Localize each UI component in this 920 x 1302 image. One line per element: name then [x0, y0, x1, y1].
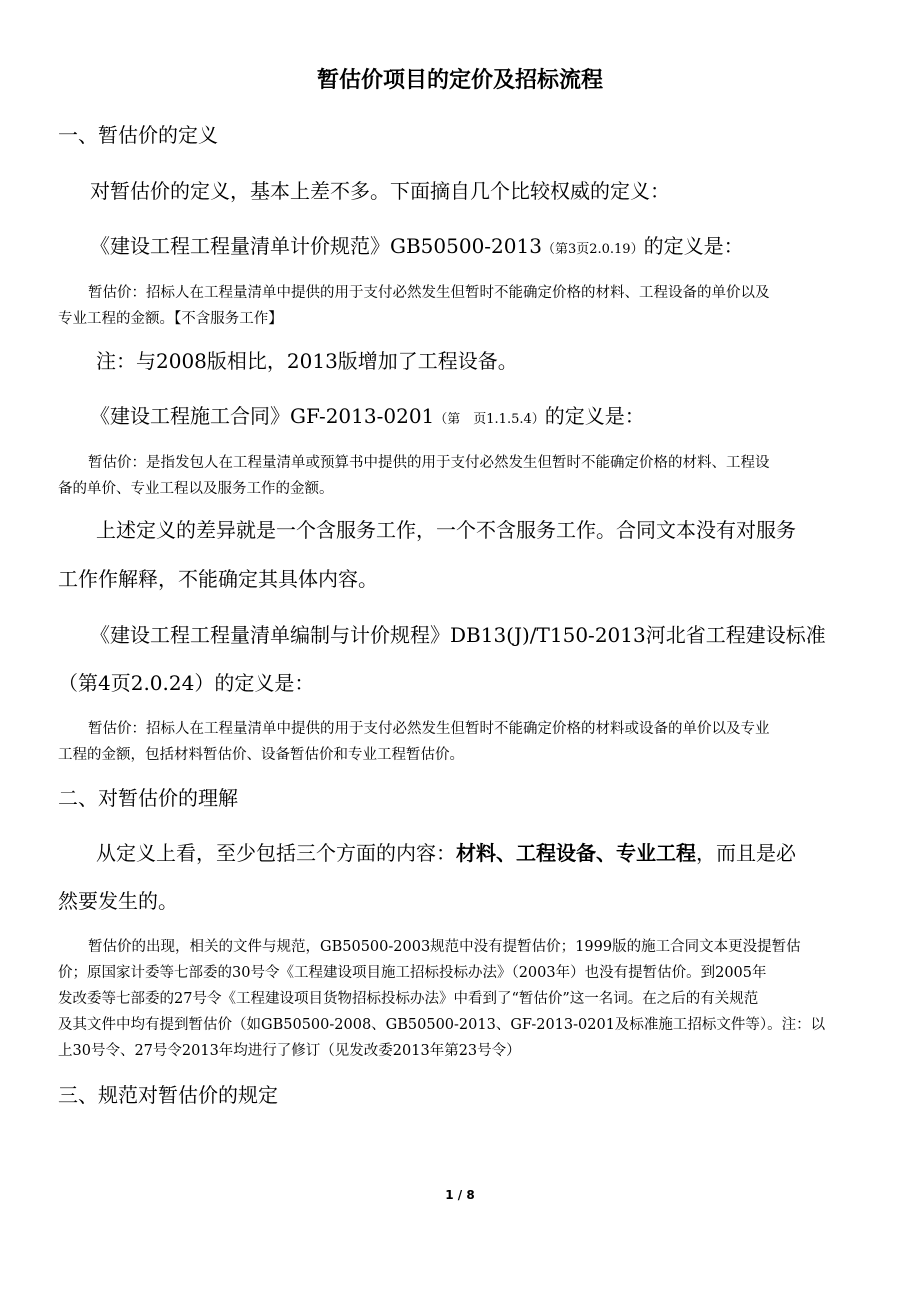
- document-title: 暂估价项目的定价及招标流程: [316, 68, 603, 93]
- reference-2-tail: 的定义是：: [544, 404, 645, 428]
- reference-2-name: 《建设工程施工合同》GF-2013-0201: [90, 404, 435, 428]
- definition-3-line-2: 工程的金额，包括材料暂估价、设备暂估价和专业工程暂估价。: [58, 747, 464, 763]
- definition-2-line-1: 暂估价：是指发包人在工程量清单或预算书中提供的用于支付必然发生但暂时不能确定价格的材料、工程设: [88, 455, 770, 471]
- section3-heading: 三、规范对暂估价的规定: [58, 1083, 278, 1107]
- reference-2-note: （第 页1.1.5.4）: [434, 412, 545, 427]
- reference-1-tail: 的定义是：: [643, 234, 744, 258]
- history-line-5: 上30号令、27号令2013年均进行了修订（见发改委2013年第23号令）: [58, 1043, 521, 1059]
- difference-line-2: 工作作解释，不能确定其具体内容。: [58, 567, 378, 591]
- reference-1-name: 《建设工程工程量清单计价规范》GB50500-2013: [90, 234, 542, 258]
- reference-1-note: （第3页2.0.19）: [541, 242, 644, 257]
- reference-3-line-2: （第4页2.0.24）的定义是：: [58, 671, 315, 695]
- understanding-line-1: [96, 838, 796, 868]
- difference-line-1: 上述定义的差异就是一个含服务工作，一个不含服务工作。合同文本没有对服务: [96, 518, 796, 542]
- section2-heading: 二、对暂估价的理解: [58, 786, 238, 810]
- page-number: 1 / 8: [445, 1188, 475, 1202]
- section1-intro: 对暂估价的定义，基本上差不多。下面摘自几个比较权威的定义：: [90, 179, 670, 203]
- understanding-bold: 材料、工程设备、专业工程: [456, 841, 696, 865]
- note-1: 注：与2008版相比，2013版增加了工程设备。: [96, 349, 518, 373]
- history-line-2: 价；原国家计委等七部委的30号令《工程建设项目施工招标投标办法》（2003年）也没有提暂估价。到2005年: [58, 965, 767, 981]
- definition-3-line-1: 暂估价：招标人在工程量清单中提供的用于支付必然发生但暂时不能确定价格的材料或设备的单价以及专业: [88, 721, 770, 737]
- definition-1-line-2: 专业工程的金额。【不含服务工作】: [58, 311, 283, 327]
- history-line-3: 发改委等七部委的27号令《工程建设项目货物招标投标办法》中看到了“暂估价”这一名词。在之后的有关规范: [58, 991, 759, 1007]
- definition-1-line-1: 暂估价：招标人在工程量清单中提供的用于支付必然发生但暂时不能确定价格的材料、工程设备的单价以及: [88, 285, 770, 301]
- history-line-4: 及其文件中均有提到暂估价（如GB50500-2008、GB50500-2013、GF-2013-0201及标准施工招标文件等）。注：以: [58, 1017, 826, 1033]
- reference-2: [90, 401, 645, 435]
- understanding-pre: 从定义上看，至少包括三个方面的内容：: [96, 841, 456, 865]
- reference-1: [90, 231, 744, 265]
- definition-2-line-2: 备的单价、专业工程以及服务工作的金额。: [58, 481, 334, 497]
- understanding-post: ，而且是必: [696, 841, 796, 865]
- history-line-1: 暂估价的出现，相关的文件与规范，GB50500-2003规范中没有提暂估价；1999版的施工合同文本更没提暂估: [88, 939, 801, 955]
- understanding-line-2: 然要发生的。: [58, 889, 178, 913]
- section1-heading: 一、暂估价的定义: [58, 123, 218, 147]
- reference-3-line-1: 《建设工程工程量清单编制与计价规程》DB13(J)/T150-2013河北省工程建设标准: [90, 623, 826, 647]
